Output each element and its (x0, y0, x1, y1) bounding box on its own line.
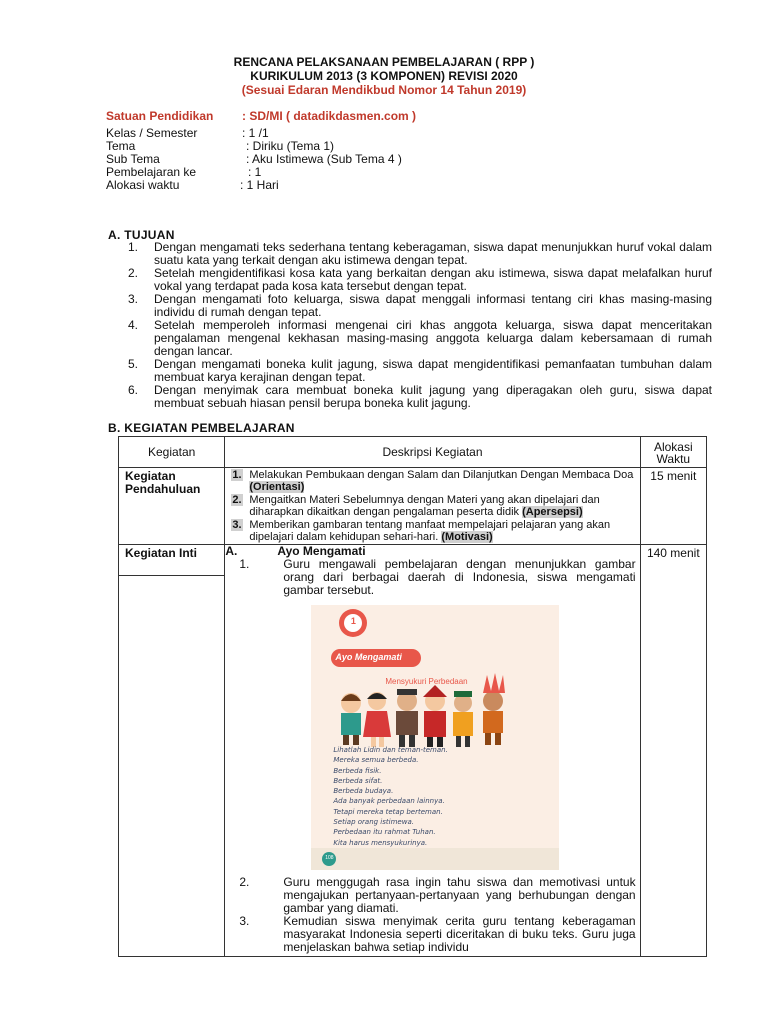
table-row (119, 545, 707, 957)
list-item: 3. Memberikan gambaran tentang manfaat mempelajari pelajaran yang akan dipelajari dalam kehidupan sehari-hari. (Motivasi) (232, 519, 611, 543)
list-item: 2. Mengaitkan Materi Sebelumnya dengan Materi yang akan dipelajari dan diharapkan dikaitkan dengan pengalaman peserta didik (Apersepsi) (232, 494, 600, 518)
list-item: 4. Setelah memperoleh informasi mengenai ciri khas anggota keluarga, siswa dapat menceritakan pengalaman mengenal kekhasan masing-masing anggota keluarga dalam kebersamaan di rumah dengan lancar. (128, 318, 712, 358)
inti-desc (225, 545, 640, 957)
table-header-row (119, 437, 707, 468)
tujuan-list (128, 241, 712, 410)
list-item: 3. Dengan mengamati foto keluarga, siswa dapat menggali informasi tentang ciri khas masing-masing individu di rumah dengan tepat. (128, 292, 712, 319)
list-item: 2. Setelah mengidentifikasi kosa kata yang berkaitan dengan aku istimewa, siswa dapat melafalkan huruf vokal yang terdapat pada kosa kata tersebut dengan tepat. (128, 266, 712, 293)
list-item: 1. Guru mengawali pembelajaran dengan menunjukkan gambar orang dari berbagai daerah di Indonesia, siswa mengamati gambar tersebut. (239, 557, 636, 597)
satuan-label: Satuan Pendidikan (106, 109, 214, 123)
col-kegiatan: Kegiatan (119, 437, 225, 468)
info-label-subtema: Sub Tema (106, 152, 160, 166)
list-item: 6. Dengan menyimak cara membuat boneka kulit jagung yang diperagakan oleh guru, siswa dapat membuat sebuah hiasan pensil berupa boneka kulit jagung. (128, 383, 712, 410)
info-value-pembelajaran: : 1 (248, 165, 262, 179)
list-item: 3. Kemudian siswa menyimak cerita guru tentang keberagaman masyarakat Indonesia seperti diceritakan di buku teks. Guru juga menjelaskan bahwa setiap individu (239, 914, 636, 954)
table-row (119, 468, 707, 545)
book-banner: Ayo Mengamati (335, 652, 402, 662)
tujuan-heading: A. TUJUAN (108, 228, 175, 242)
textbook-page-image (311, 605, 559, 870)
book-page-number: 108 (325, 855, 334, 861)
pendahuluan-alokasi: 15 menit (640, 468, 706, 545)
info-value-kelas: : 1 /1 (242, 126, 269, 140)
kegiatan-table (118, 436, 707, 957)
info-label-pembelajaran: Pembelajaran ke (106, 165, 197, 179)
list-item: 1. Dengan mengamati teks sederhana tentang keberagaman, siswa dapat menunjukkan huruf vokal dalam suatu kata yang terkait dengan aku istimewa dengan tepat. (128, 240, 712, 267)
info-value-tema: : Diriku (Tema 1) (246, 139, 335, 153)
doc-title: RENCANA PELAKSANAAN PEMBELAJARAN ( RPP ) (233, 55, 535, 69)
info-value-subtema: : Aku Istimewa (Sub Tema 4 ) (246, 152, 402, 166)
satuan-row (106, 110, 213, 123)
col-alokasi: Alokasi Waktu (640, 437, 706, 468)
info-label-tema: Tema (106, 139, 136, 153)
satuan-value: : SD/MI ( datadikdasmen.com ) (242, 109, 417, 123)
pendahuluan-desc (225, 468, 640, 545)
doc-reference: (Sesuai Edaran Mendikbud Nomor 14 Tahun 2019) (241, 83, 527, 97)
list-item: 5. Dengan mengamati boneka kulit jagung, siswa dapat mengidentifikasi pemanfaatan tumbuhan dalam membuat karya kerajinan dengan tepat. (128, 357, 712, 384)
list-item: 2. Guru menggugah rasa ingin tahu siswa dan memotivasi untuk mengajukan pertanyaan-pertanyaan yang berhubungan dengan gambar yang diamati. (239, 875, 636, 915)
inti-alokasi: 140 menit (640, 545, 706, 957)
inti-section-heading: A. Ayo Mengamati (225, 544, 366, 558)
doc-subtitle: KURIKULUM 2013 (3 KOMPONEN) REVISI 2020 (250, 69, 518, 83)
inti-label-cell (119, 545, 225, 957)
book-badge: 1 (350, 616, 356, 626)
book-subtitle: Mensyukuri Perbedaan (385, 677, 468, 686)
info-value-alokasi: : 1 Hari (240, 178, 279, 192)
list-item: 1. Melakukan Pembukaan dengan Salam dan Dilanjutkan Dengan Membaca Doa (Orientasi) (232, 469, 634, 493)
info-label-kelas: Kelas / Semester (106, 126, 198, 140)
pendahuluan-label: Kegiatan Pendahuluan (119, 468, 225, 545)
col-deskripsi: Deskripsi Kegiatan (225, 437, 640, 468)
satuan-value-wrap (242, 110, 416, 123)
book-story: Lihatlah Lidin dan teman-teman. Mereka semua berbeda. Berbeda fisik. Berbeda sifat. Berbeda budaya. Ada banyak perbedaan lainnya. Tetapi mereka tetap berteman. Setiap orang istimewa. Perbedaan itu rahmat Tuhan. Kita harus mensyukurinya. (333, 746, 448, 847)
kegiatan-heading: B. KEGIATAN PEMBELAJARAN (108, 421, 295, 435)
inti-label: Kegiatan Inti (119, 545, 224, 576)
info-label-alokasi: Alokasi waktu (106, 178, 180, 192)
